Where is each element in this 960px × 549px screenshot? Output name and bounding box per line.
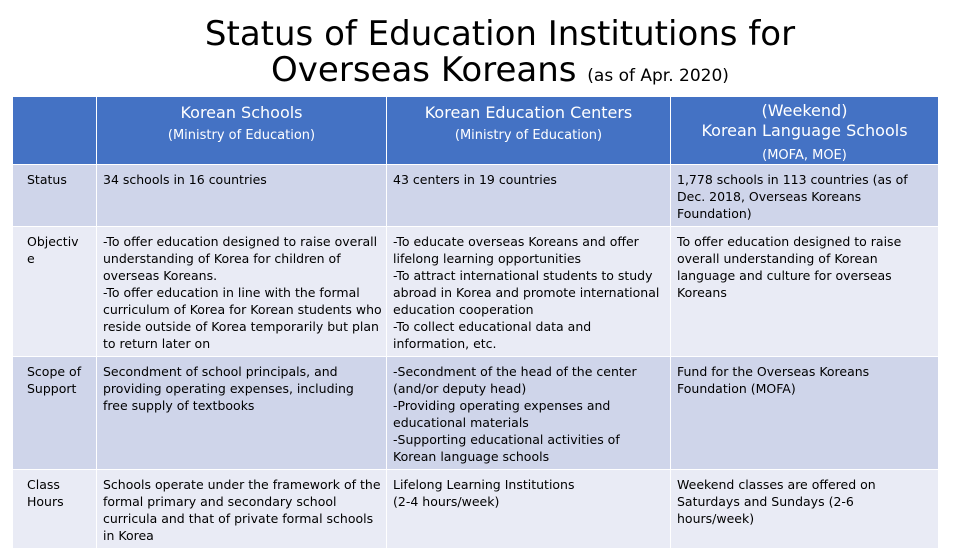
table-cell: -Secondment of the head of the center (and/or deputy head) -Providing operating expenses and educational materials -Supporting educational activities of Korean language schools <box>387 357 671 470</box>
table-row <box>13 165 939 227</box>
header-ministry: (Ministry of Education) <box>167 128 316 143</box>
row-label: Status <box>13 165 97 227</box>
header-korean-schools <box>97 97 387 165</box>
header-corner <box>13 97 97 165</box>
header-name: (Weekend) Korean Language Schools <box>701 101 908 140</box>
table-cell: Lifelong Learning Institutions (2-4 hours/week) <box>387 470 671 549</box>
table-cell: 43 centers in 19 countries <box>387 165 671 227</box>
header-name: Korean Education Centers <box>424 103 633 122</box>
table-cell: 34 schools in 16 countries <box>97 165 387 227</box>
title-main: Overseas Koreans <box>271 50 577 90</box>
row-label: Scope of Support <box>13 357 97 470</box>
slide-title <box>0 16 960 94</box>
table-cell: Weekend classes are offered on Saturdays and Sundays (2-6 hours/week) <box>671 470 939 549</box>
title-line-2 <box>0 52 960 94</box>
header-ministry: (Ministry of Education) <box>454 128 603 143</box>
table-cell: 1,778 schools in 113 countries (as of Dec. 2018, Overseas Koreans Foundation) <box>671 165 939 227</box>
table-row <box>13 357 939 470</box>
row-label: Class Hours <box>13 470 97 549</box>
title-line-1: Status of Education Institutions for <box>204 14 796 54</box>
header-education-centers <box>387 97 671 165</box>
table-cell: Schools operate under the framework of the formal primary and secondary school curricula and that of private formal schools in Korea <box>97 470 387 549</box>
table-row <box>13 227 939 357</box>
table-cell: -To educate overseas Koreans and offer lifelong learning opportunities -To attract international students to study abroad in Korea and promote international education cooperation -To collect educational data and information, etc. <box>387 227 671 357</box>
table-cell: Fund for the Overseas Koreans Foundation (MOFA) <box>671 357 939 470</box>
header-language-schools <box>671 97 939 165</box>
header-row <box>13 97 939 165</box>
row-label: Objectiv e <box>13 227 97 357</box>
header-name: Korean Schools <box>180 103 303 122</box>
table-row <box>13 470 939 549</box>
table-cell: -To offer education designed to raise overall understanding of Korea for children of overseas Koreans. -To offer education in line with the formal curriculum of Korea for Korean students who reside outside of Korea temporarily but plan to return later on <box>97 227 387 357</box>
table-cell: To offer education designed to raise overall understanding of Korean language and culture for overseas Koreans <box>671 227 939 357</box>
institutions-table <box>12 96 939 549</box>
table-cell: Secondment of school principals, and providing operating expenses, including free supply of textbooks <box>97 357 387 470</box>
title-date-note: (as of Apr. 2020) <box>587 66 729 86</box>
header-ministry: (MOFA, MOE) <box>762 148 847 163</box>
